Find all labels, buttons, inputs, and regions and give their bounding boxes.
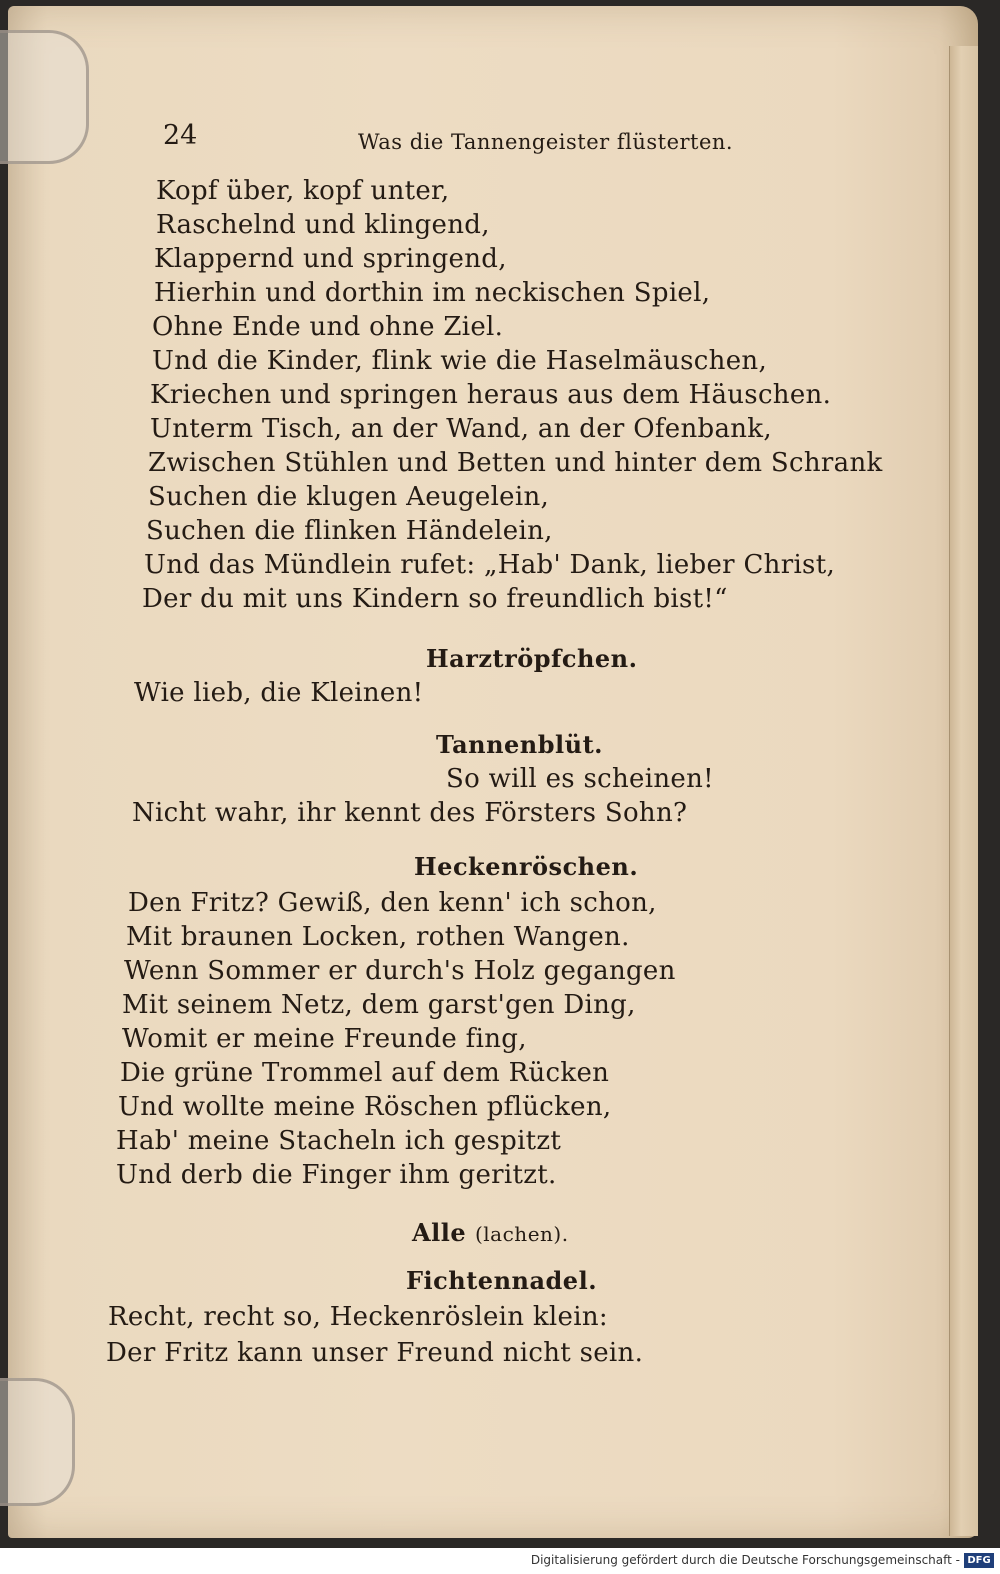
speaker-heading: Heckenröschen.	[414, 852, 639, 881]
verse-line: Nicht wahr, ihr kennt des Försters Sohn?	[132, 798, 688, 828]
verse-line: Der Fritz kann unser Freund nicht sein.	[106, 1338, 644, 1368]
verse-line: Zwischen Stühlen und Betten und hinter dem Schrank	[148, 448, 883, 478]
book-page	[8, 6, 978, 1538]
verse-line: So will es scheinen!	[446, 764, 714, 794]
verse-line: Den Fritz? Gewiß, den kenn' ich schon,	[128, 888, 657, 918]
verse-line: Womit er meine Freunde fing,	[122, 1024, 527, 1054]
verse-line: Hierhin und dorthin im neckischen Spiel,	[154, 278, 711, 308]
verse-line: Kopf über, kopf unter,	[156, 176, 450, 206]
verse-line: Hab' meine Stacheln ich gespitzt	[116, 1126, 562, 1156]
verse-line: Recht, recht so, Heckenröslein klein:	[108, 1302, 608, 1332]
verse-line: Wie lieb, die Kleinen!	[134, 678, 424, 708]
verse-line: Und wollte meine Röschen pflücken,	[118, 1092, 612, 1122]
funding-credit: Digitalisierung gefördert durch die Deutsche Forschungsgemeinschaft -	[530, 1553, 960, 1567]
speaker-name: Alle	[412, 1218, 467, 1247]
verse-line: Und das Mündlein rufet: „Hab' Dank, lieber Christ,	[144, 550, 836, 580]
verse-line: Kriechen und springen heraus aus dem Häuschen.	[150, 380, 832, 410]
speaker-heading	[412, 1218, 569, 1247]
verse-line: Unterm Tisch, an der Wand, an der Ofenbank,	[150, 414, 772, 444]
page-clip-bottom	[0, 1378, 75, 1506]
page-clip-top	[0, 30, 89, 164]
running-head: Was die Tannengeister flüsterten.	[358, 130, 734, 154]
stage-direction: (lachen).	[474, 1222, 569, 1246]
verse-line: Mit seinem Netz, dem garst'gen Ding,	[122, 990, 636, 1020]
verse-line: Raschelnd und klingend,	[156, 210, 490, 240]
verse-line: Mit braunen Locken, rothen Wangen.	[126, 922, 630, 952]
speaker-heading: Harztröpfchen.	[426, 644, 638, 673]
verse-line: Ohne Ende und ohne Ziel.	[152, 312, 504, 342]
verse-line: Klappernd und springend,	[154, 244, 507, 274]
verse-line: Suchen die flinken Händelein,	[146, 516, 553, 546]
footer-bar	[0, 1548, 1000, 1574]
speaker-heading: Tannenblüt.	[436, 730, 604, 759]
verse-line: Suchen die klugen Aeugelein,	[148, 482, 550, 512]
verse-line: Wenn Sommer er durch's Holz gegangen	[124, 956, 676, 986]
verse-line: Der du mit uns Kindern so freundlich bist!“	[142, 584, 728, 614]
speaker-heading: Fichtennadel.	[406, 1266, 598, 1295]
facing-page-edge	[949, 46, 978, 1536]
verse-line: Die grüne Trommel auf dem Rücken	[120, 1058, 610, 1088]
verse-line: Und derb die Finger ihm geritzt.	[116, 1160, 557, 1190]
verse-line: Und die Kinder, flink wie die Haselmäuschen,	[152, 346, 768, 376]
page-number: 24	[163, 120, 198, 151]
dfg-logo: DFG	[964, 1553, 994, 1568]
